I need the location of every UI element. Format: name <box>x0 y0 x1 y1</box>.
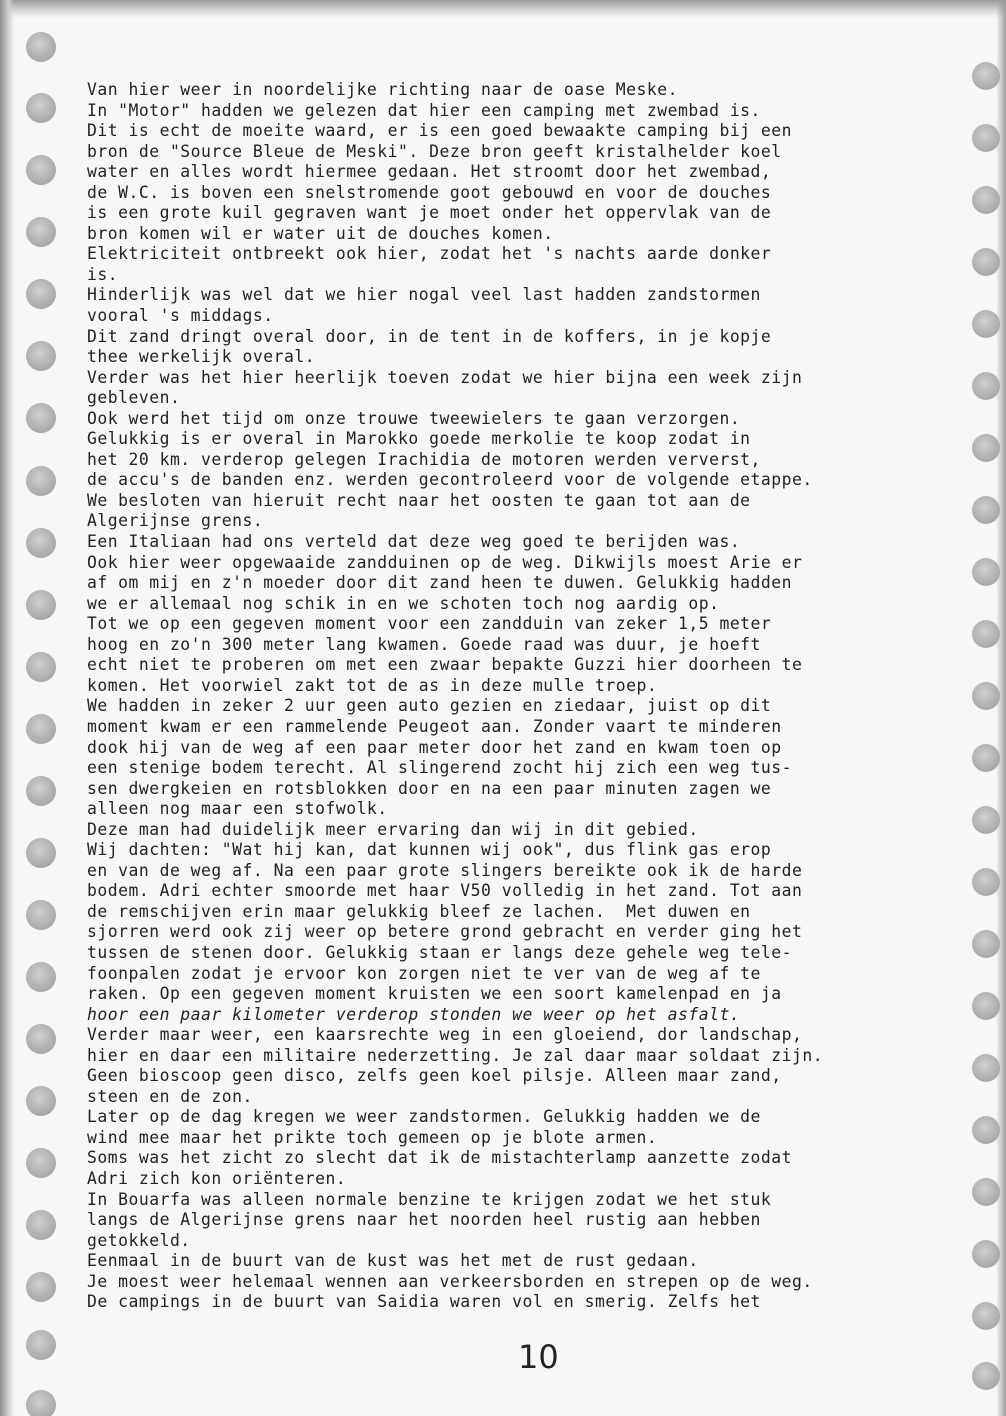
text-line: Je moest weer helemaal wennen aan verkeersborden en strepen op de weg. <box>87 1271 813 1291</box>
text-line: sjorren werd ook zij weer op betere grond gebracht en verder ging het <box>87 922 803 942</box>
punch-hole <box>972 1362 1000 1390</box>
punch-hole <box>972 1302 1000 1330</box>
text-line: de accu's de banden enz. werden gecontroleerd voor de volgende etappe. <box>87 470 813 490</box>
punch-hole <box>972 1240 1000 1268</box>
text-line: Ook werd het tijd om onze trouwe tweewielers te gaan verzorgen. <box>87 408 741 428</box>
text-line: alleen nog maar een stofwolk. <box>87 799 388 819</box>
text-line: bron de "Source Bleue de Meski". Deze bron geeft kristalhelder koel <box>87 141 782 161</box>
text-line: de remschijven erin maar gelukkig bleef ze lachen. Met duwen en <box>87 901 751 921</box>
typed-text-body <box>87 80 967 1313</box>
punch-hole <box>972 248 1000 276</box>
text-line: hoor een paar kilometer verderop stonden we weer op het asfalt. <box>87 1004 741 1024</box>
text-line: thee werkelijk overal. <box>87 347 316 367</box>
text-line: Ook hier weer opgewaaide zandduinen op de weg. Dikwijls moest Arie er <box>87 552 803 572</box>
punch-hole <box>26 155 56 185</box>
text-line: gebleven. <box>87 388 181 408</box>
text-line: Hinderlijk was wel dat we hier nogal veel last hadden zandstormen <box>87 285 761 305</box>
text-line: raken. Op een gegeven moment kruisten we een soort kamelenpad en ja <box>87 984 782 1004</box>
punch-hole <box>972 1178 1000 1206</box>
text-line: Geen bioscoop geen disco, zelfs geen koel pilsje. Alleen maar zand, <box>87 1066 782 1086</box>
punch-hole <box>26 528 56 558</box>
punch-hole <box>26 1086 56 1116</box>
text-line: we er allemaal nog schik in en we schoten toch nog aardig op. <box>87 593 720 613</box>
text-line: bodem. Adri echter smoorde met haar V50 volledig in het zand. Tot aan <box>87 881 803 901</box>
text-line: Eenmaal in de buurt van de kust was het met de rust gedaan. <box>87 1251 699 1271</box>
text-line: hoog en zo'n 300 meter lang kwamen. Goede raad was duur, je hoeft <box>87 634 761 654</box>
text-line: Verder was het hier heerlijk toeven zodat we hier bijna een week zijn <box>87 367 803 387</box>
text-line: Elektriciteit ontbreekt ook hier, zodat het 's nachts aarde donker <box>87 244 772 264</box>
page-edge-left <box>0 0 14 1416</box>
punch-hole <box>972 620 1000 648</box>
punch-hole <box>26 776 56 806</box>
text-line: dook hij van de weg af een paar meter door het zand en kwam toen op <box>87 737 782 757</box>
text-line: Verder maar weer, een kaarsrechte weg in een gloeiend, dor landschap, <box>87 1025 803 1045</box>
punch-hole <box>26 466 56 496</box>
punch-hole <box>26 590 56 620</box>
text-line: en van de weg af. Na een paar grote slingers bereikte ook ik de harde <box>87 860 803 880</box>
punch-hole <box>26 714 56 744</box>
punch-hole <box>972 62 1000 90</box>
text-line: echt niet te proberen om met een zwaar bepakte Guzzi hier doorheen te <box>87 655 803 675</box>
text-line: vooral 's middags. <box>87 306 274 326</box>
punch-hole <box>26 217 56 247</box>
text-line: bron komen wil er water uit de douches komen. <box>87 223 554 243</box>
page-edge-top <box>0 0 1006 18</box>
punch-hole <box>972 868 1000 896</box>
text-line: het 20 km. verderop gelegen Irachidia de motoren werden ververst, <box>87 449 761 469</box>
text-line: komen. Het voorwiel zakt tot de as in deze mulle troep. <box>87 675 658 695</box>
text-line: Tot we op een gegeven moment voor een zandduin van zeker 1,5 meter <box>87 614 772 634</box>
punch-hole <box>972 930 1000 958</box>
punch-hole <box>972 310 1000 338</box>
text-line: Dit zand dringt overal door, in de tent in de koffers, in je kopje <box>87 326 772 346</box>
text-line: In Bouarfa was alleen normale benzine te krijgen zodat we het stuk <box>87 1189 772 1209</box>
text-line: Later op de dag kregen we weer zandstormen. Gelukkig hadden we de <box>87 1107 761 1127</box>
text-line: Soms was het zicht zo slecht dat ik de mistachterlamp aanzette zodat <box>87 1148 793 1168</box>
punch-hole <box>26 1148 56 1178</box>
punch-hole <box>26 279 56 309</box>
punch-hole <box>972 806 1000 834</box>
punch-hole <box>972 496 1000 524</box>
punch-hole <box>972 744 1000 772</box>
text-line: Gelukkig is er overal in Marokko goede merkolie te koop zodat in <box>87 429 751 449</box>
text-line: moment kwam er een rammelende Peugeot aan. Zonder vaart te minderen <box>87 716 782 736</box>
punch-hole <box>26 1272 56 1302</box>
punch-hole <box>972 992 1000 1020</box>
punch-hole <box>26 93 56 123</box>
text-line: Dit is echt de moeite waard, er is een goed bewaakte camping bij een <box>87 121 793 141</box>
text-line: In "Motor" hadden we gelezen dat hier een camping met zwembad is. <box>87 100 761 120</box>
page-edge-right <box>996 0 1006 1416</box>
text-line: water en alles wordt hiermee gedaan. Het stroomt door het zwembad, <box>87 162 772 182</box>
punch-hole <box>972 372 1000 400</box>
text-line: We hadden in zeker 2 uur geen auto gezien en ziedaar, juist op dit <box>87 696 772 716</box>
punch-hole <box>972 558 1000 586</box>
punch-hole <box>972 682 1000 710</box>
text-line: Een Italiaan had ons verteld dat deze weg goed te berijden was. <box>87 532 741 552</box>
punch-hole <box>26 838 56 868</box>
text-line: sen dwergkeien en rotsblokken door en na een paar minuten zagen we <box>87 778 772 798</box>
text-line: getokkeld. <box>87 1230 191 1250</box>
text-line: Van hier weer in noordelijke richting naar de oase Meske. <box>87 80 678 99</box>
punch-hole <box>26 1390 56 1416</box>
text-line: We besloten van hieruit recht naar het oosten te gaan tot aan de <box>87 490 751 510</box>
text-line: af om mij en z'n moeder door dit zand heen te duwen. Gelukkig hadden <box>87 573 793 593</box>
punch-hole <box>26 1330 56 1360</box>
text-line: is een grote kuil gegraven want je moet onder het oppervlak van de <box>87 203 772 223</box>
text-line: Adri zich kon oriënteren. <box>87 1168 347 1188</box>
text-line: de W.C. is boven een snelstromende goot gebouwd en voor de douches <box>87 182 772 202</box>
punch-hole <box>26 403 56 433</box>
punch-hole <box>26 32 56 62</box>
punch-hole <box>972 1116 1000 1144</box>
punch-hole <box>26 962 56 992</box>
punch-hole <box>972 434 1000 462</box>
punch-hole <box>26 652 56 682</box>
text-line: tussen de stenen door. Gelukkig staan er langs deze gehele weg tele- <box>87 942 793 962</box>
punch-hole <box>972 1054 1000 1082</box>
text-line: is. <box>87 264 119 284</box>
text-line: De campings in de buurt van Saidia waren vol en smerig. Zelfs het <box>87 1292 761 1312</box>
text-line: hier en daar een militaire nederzetting. Je zal daar maar soldaat zijn. <box>87 1045 824 1065</box>
punch-hole <box>972 124 1000 152</box>
punch-hole <box>972 186 1000 214</box>
punch-hole <box>26 1024 56 1054</box>
text-line: Deze man had duidelijk meer ervaring dan wij in dit gebied. <box>87 819 699 839</box>
text-line: Wij dachten: "Wat hij kan, dat kunnen wij ook", dus flink gas erop <box>87 840 772 860</box>
page-number: 10 <box>518 1338 559 1376</box>
text-line: foonpalen zodat je ervoor kon zorgen niet te ver van de weg af te <box>87 963 761 983</box>
text-line: Algerijnse grens. <box>87 511 264 531</box>
punch-hole <box>26 341 56 371</box>
text-line: wind mee maar het prikte toch gemeen op je blote armen. <box>87 1127 658 1147</box>
punch-hole <box>26 900 56 930</box>
text-line: langs de Algerijnse grens naar het noorden heel rustig aan hebben <box>87 1210 761 1230</box>
punch-hole <box>26 1210 56 1240</box>
text-line: steen en de zon. <box>87 1086 253 1106</box>
text-line: een stenige bodem terecht. Al slingerend zocht hij zich een weg tus- <box>87 758 793 778</box>
